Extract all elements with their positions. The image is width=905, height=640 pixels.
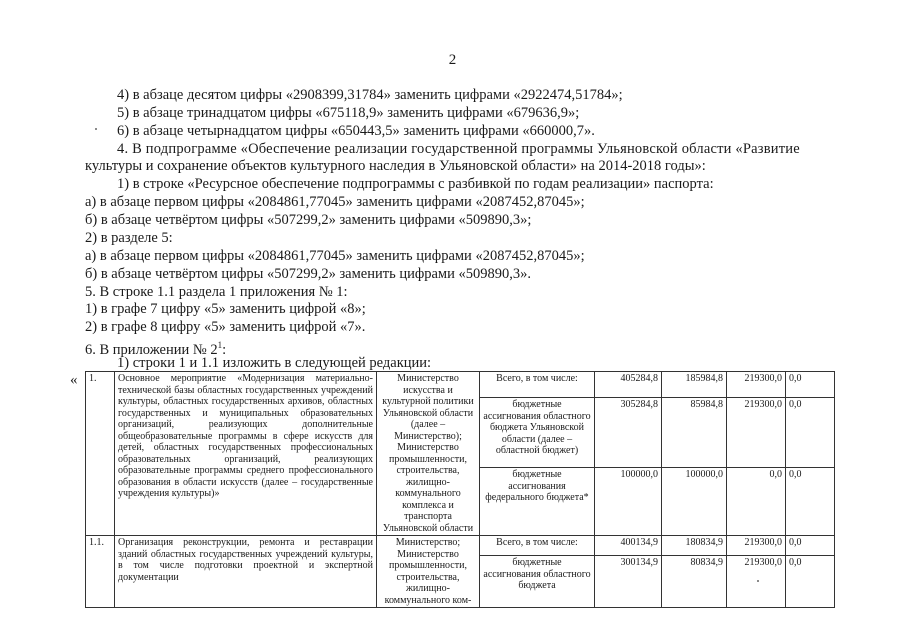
text-line-1: 4) в абзаце десятом цифры «2908399,31784» заменить цифрами «2922474,51784»;: [117, 87, 623, 103]
text-line-10: а) в абзаце первом цифры «2084861,77045» заменить цифрами «2087452,87045»;: [85, 248, 585, 264]
measure-name: Организация реконструкции, ремонта и реставрации зданий областных государственных учреждений культуры, в том числе подготовки проектной и экспертной документации: [115, 536, 377, 608]
row-number: 1.: [86, 372, 115, 536]
text-line-13: 1) в графе 7 цифру «5» заменить цифрой «8»;: [85, 301, 366, 317]
page-number: 2: [448, 52, 457, 68]
amount-year-1: 100000,0: [662, 468, 727, 536]
text-line-4: 4. В подпрограмме «Обеспечение реализации государственной программы Ульяновской области «Развитие: [117, 141, 800, 157]
row-number: 1.1.: [86, 536, 115, 608]
appendix-colon: :: [222, 341, 227, 358]
text-line-9: 2) в разделе 5:: [85, 230, 173, 246]
funding-source: бюджетные ассигнования областного бюджета Ульяновской области (далее – областной бюджет): [480, 398, 595, 468]
text-line-6: 1) в строке «Ресурсное обеспечение подпрограммы с разбивкой по годам реализации» паспорта:: [117, 176, 714, 192]
measure-name: Основное мероприятие «Модернизация материально-технической базы областных государственных учреждений культуры, областных государственных архивов, областных государственных и муниципальных образовательных организаций, реализующих дополнительные общеобразовательные программы в сфере искусств для детей, областных государственных профессиональных образовательных организаций, реализующих образовательные программы среднего профессионального образования в области искусств (далее – государственные учреждения культуры)»: [115, 372, 377, 536]
amount-total: 100000,0: [595, 468, 662, 536]
amount-total: 405284,8: [595, 372, 662, 398]
text-line-3: 6) в абзаце четырнадцатом цифры «650443,5» заменить цифрами «660000,7».: [117, 123, 595, 139]
amount-year-3: 0,0: [786, 468, 835, 536]
amount-year-3: 0,0: [786, 556, 835, 608]
amount-total: 400134,9: [595, 536, 662, 556]
amount-year-1: 180834,9: [662, 536, 727, 556]
funding-source: бюджетные ассигнования федерального бюджета*: [480, 468, 595, 536]
amount-year-1: 85984,8: [662, 398, 727, 468]
amount-year-2: 0,0: [727, 468, 786, 536]
appendix-superscript: 1: [217, 340, 223, 350]
appendix-table: [85, 371, 835, 608]
scan-speck: [95, 128, 97, 130]
amount-year-2: 219300,0: [727, 536, 786, 556]
amount-year-3: 0,0: [786, 536, 835, 556]
amount-year-2: 219300,0: [727, 398, 786, 468]
amount-year-1: 80834,9: [662, 556, 727, 608]
table-row: [86, 536, 835, 556]
amount-year-3: 0,0: [786, 398, 835, 468]
text-line-16: 1) строки 1 и 1.1 изложить в следующей редакции:: [117, 355, 432, 371]
funding-source: Всего, в том числе:: [480, 372, 595, 398]
table-row: [86, 372, 835, 398]
amount-year-1: 185984,8: [662, 372, 727, 398]
amount-total: 305284,8: [595, 398, 662, 468]
funding-source: бюджетные ассигнования областного бюджета: [480, 556, 595, 608]
appendix-text: 6. В приложении № 2: [85, 341, 218, 358]
funding-source: Всего, в том числе:: [480, 536, 595, 556]
executor: Министерство; Министерство промышленности, строительства, жилищно-коммунального ком-: [377, 536, 480, 608]
text-line-2: 5) в абзаце тринадцатом цифры «675118,9» заменить цифрами «679636,9»;: [117, 105, 580, 121]
text-line-14: 2) в графе 8 цифру «5» заменить цифрой «7».: [85, 319, 366, 335]
amount-total: 300134,9: [595, 556, 662, 608]
text-line-7: а) в абзаце первом цифры «2084861,77045» заменить цифрами «2087452,87045»;: [85, 194, 585, 210]
quote-open: «: [70, 372, 78, 388]
amount-year-2: 219300,0: [727, 556, 786, 608]
text-line-5: культуры и сохранение объектов культурного наследия в Ульяновской области» на 2014-2018 годы»:: [85, 158, 706, 174]
text-line-11: б) в абзаце четвёртом цифры «507299,2» заменить цифрами «509890,3».: [85, 266, 531, 282]
amount-year-3: 0,0: [786, 372, 835, 398]
text-line-8: б) в абзаце четвёртом цифры «507299,2» заменить цифрами «509890,3»;: [85, 212, 532, 228]
executor: Министерство искусства и культурной политики Ульяновской области (далее – Министерство); Министерство промышленности, строительства, жилищно-коммунального комплекса и транспорта Ульяновской области: [377, 372, 480, 536]
amount-year-2: 219300,0: [727, 372, 786, 398]
text-line-12: 5. В строке 1.1 раздела 1 приложения № 1:: [85, 284, 348, 300]
